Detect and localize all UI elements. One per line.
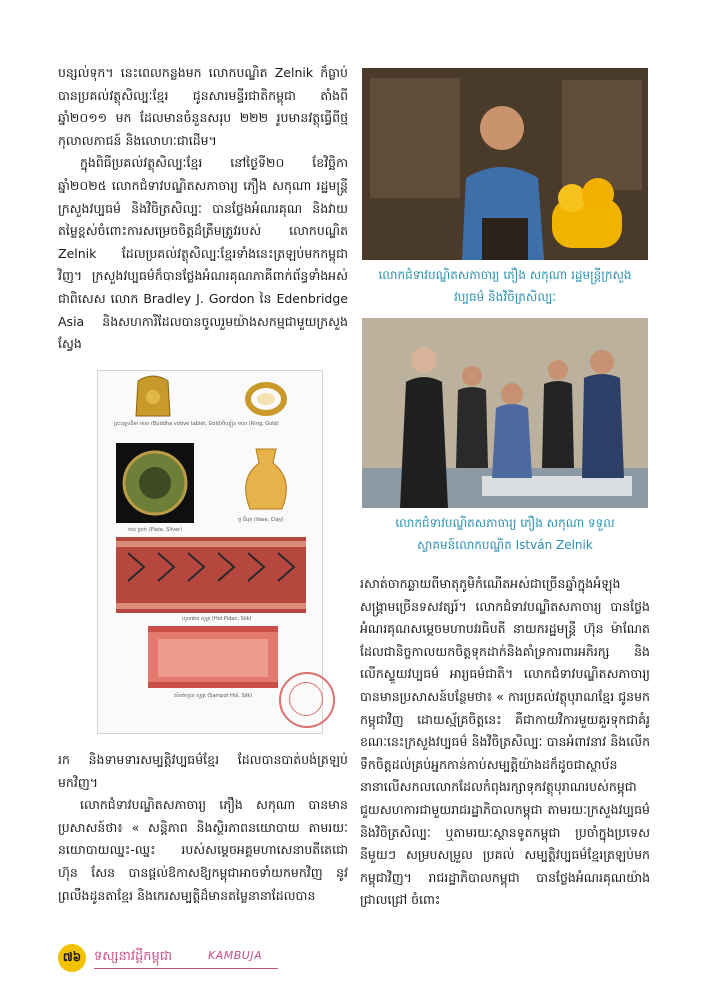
ring-icon <box>248 385 284 413</box>
caption-photo-1-line-2: វប្បធម៌ និងវិចិត្រសិល្បៈ <box>454 290 556 304</box>
catalog-label-ring: ចិញ្ចៀន មាស (Ring, Gold) <box>222 421 279 427</box>
sampot-hol-textile-icon <box>148 626 278 688</box>
paragraph-2: ក្នុងពិធីប្រគល់វត្ថុសិល្បៈខ្មែរ នៅថ្ងៃទី២០ ខែវិច្ឆិកា ឆ្នាំ២០២៥ លោកជំទាវបណ្ឌិតសភាចារ្យ ភឿង សកុណា រដ្ឋមន្ត្រីក្រសួងវប្បធម៌ និងវិចិត្រសិល្បៈ បានថ្លែងអំណរគុណ និងវាយតម្លៃខ្ពស់ចំពោះការសម្រេចចិត្តដ៏ត្រឹមត្រូវរបស់ លោកបណ្ឌិត Zelnik ដែលប្រគល់វត្ថុសិល្បៈខ្មែរទាំងនេះត្រឡប់មកកម្ពុជាវិញ។ ក្រសួងវប្បធម៌ក៏បានថ្លែងអំណរគុណភាគីពាក់ព័ន្ធទាំងអស់ ជាពិសេស លោក Bradley J. Gordon នៃ Edenbridge Asia និងសហការីដែលបានចូលរួមយ៉ាងសកម្មជាមួយក្រសួងស្វែង <box>58 155 348 352</box>
caption-photo-1 <box>362 264 648 308</box>
right-column-text <box>360 573 650 912</box>
official-seal-inner <box>289 682 323 716</box>
page-number-badge: ៧៦ <box>58 944 86 972</box>
plate-icon <box>116 443 194 523</box>
photo-welcome-zelnik <box>362 318 648 508</box>
photo-welcome-zelnik-art <box>362 318 648 508</box>
catalog-label-sampot-hol: សំពត់ហូល សូត្រ (Sampot Hol, Silk) <box>174 693 253 699</box>
left-column-top <box>58 62 348 356</box>
hol-pidan-textile-icon <box>116 537 306 613</box>
catalog-label-vase: ថូ ដីដុត (Vase, Clay) <box>238 517 284 523</box>
magazine-brand: KAMBUJA <box>208 949 263 962</box>
caption-photo-2 <box>362 512 648 556</box>
photo-minister-speaking <box>362 68 648 260</box>
paragraph-3: រក និងទាមទារសម្បត្តិវប្បធម៌ខ្មែរ ដែលបានបាត់បង់ត្រឡប់មកវិញ។ <box>58 752 348 790</box>
magazine-title: ទស្សនាវដ្តីកម្ពុជា <box>94 949 173 964</box>
catalog-label-tablet: ព្រះពុទ្ធបដិមា មាស (Buddha votive tablet, Gold) <box>114 421 222 427</box>
catalog-label-plate: ចាន ប្រាក់ (Plate, Silver) <box>128 527 183 533</box>
official-seal-stamp <box>279 672 335 728</box>
catalog-label-hol-pidan: ហូលផាម សូត្រ (Hol Pidan, Silk) <box>182 616 252 622</box>
caption-photo-2-line-2: ស្វាគមន៍លោកបណ្ឌិត István Zelnik <box>417 538 593 552</box>
footer-rule <box>94 968 278 969</box>
photo-minister-speaking-art <box>362 68 648 260</box>
paragraph-4: លោកជំទាវបណ្ឌិតសភាចារ្យ ភឿង សកុណា បានមានប្រសាសន៍ថា៖ « សន្តិភាព និងស្ថិរភាពនយោបាយ តាមរយៈនយោបាយឈ្នះ-ឈ្នះ របស់សម្តេចអគ្គមហាសេនាបតីតេជោ ហ៊ុន សែន បានផ្តល់ឱកាសឱ្យកម្ពុជាអាចទាំយកមកវិញ នូវព្រលឹងដូនតាខ្មែរ និងកេរសម្បត្តិដ៏មានតម្លៃនានាដែលបាន <box>58 797 348 903</box>
caption-photo-2-line-1: លោកជំទាវបណ្ឌិតសភាចារ្យ ភឿង សកុណា ទទួល <box>395 516 615 530</box>
paragraph-5: រសាត់ចាកឆ្ងាយពីមាតុភូមិកំណើតអស់ជាច្រើនឆ្នាំក្នុងអំឡុងសង្គ្រាមច្រើនទសវត្សរ៍។ លោកជំទាវបណ្ឌិតសភាចារ្យ បានថ្លែងអំណរគុណសម្តេចមហាបវរធិបតី នាយករដ្ឋមន្ត្រី ហ៊ុន ម៉ាណែត ដែលជានិច្ចកាលយកចិត្តទុកដាក់និងគាំទ្រការពារអភិរក្ស និងលើកស្ទួយវប្បធម៌ អារ្យធម៌ជាតិ។ លោកជំទាវបណ្ឌិតសភាចារ្យ បានមានប្រសាសន៍បន្ថែមថា៖ « ការប្រគល់វត្ថុបុរាណខ្មែរ ជូនមកកម្ពុជាវិញ ដោយស្ម័គ្រចិត្តនេះ គឺជាកាយវិការមួយគួរទុកជាគំរូ ខណៈនេះក្រសួងវប្បធម៌ និងវិចិត្រសិល្បៈ បានអំពាវនាវ និងលើកទឹកចិត្តដល់គ្រប់អ្នកកាន់កាប់សម្បត្តិយ៉ាងដក៏ដូចជាស្ថាប័ននានាលើសកលលោកដែលកំពុងរក្សាទុកវត្ថុបុរាណរបស់កម្ពុជា ជួយសហការជាមួយរាជរដ្ឋាភិបាលកម្ពុជា តាមរយៈក្រសួងវប្បធម៌ និងវិចិត្រសិល្បៈ ឬតាមរយៈស្ថានទូតកម្ពុជា ប្រចាំក្នុងប្រទេសនីមួយៗ សម្របសម្រួល ប្រគល់ សម្បត្តិវប្បធម៌ខ្មែរត្រឡប់មកកម្ពុជាវិញ។ រាជរដ្ឋាភិបាលកម្ពុជា បានថ្លែងអំណរគុណយ៉ាងជ្រាលជ្រៅ ចំពោះ <box>360 576 650 908</box>
vase-icon <box>246 449 287 509</box>
paragraph-1: បន្សល់ទុក។ នេះពេលកន្លងមក លោកបណ្ឌិត Zelnik ក៏ធ្លាប់បានប្រគល់វត្ថុសិល្បៈខ្មែរ ជូនសារមន្ទីរជាតិកម្ពុជា តាំងពីឆ្នាំ២០១១ មក ដែលមានចំនួនសរុប ២២២ រូបមានវត្ថុធ្វើពីថ្ម កុលាលភាជន៍ និងលោហៈជាដើម។ <box>58 65 348 148</box>
buddha-tablet-icon <box>136 376 170 416</box>
left-column-bottom <box>58 749 348 907</box>
page-footer <box>58 944 278 970</box>
caption-photo-1-line-1: លោកជំទាវបណ្ឌិតសភាចារ្យ ភឿង សកុណា រដ្ឋមន្ត្រីក្រសួង <box>378 268 632 282</box>
